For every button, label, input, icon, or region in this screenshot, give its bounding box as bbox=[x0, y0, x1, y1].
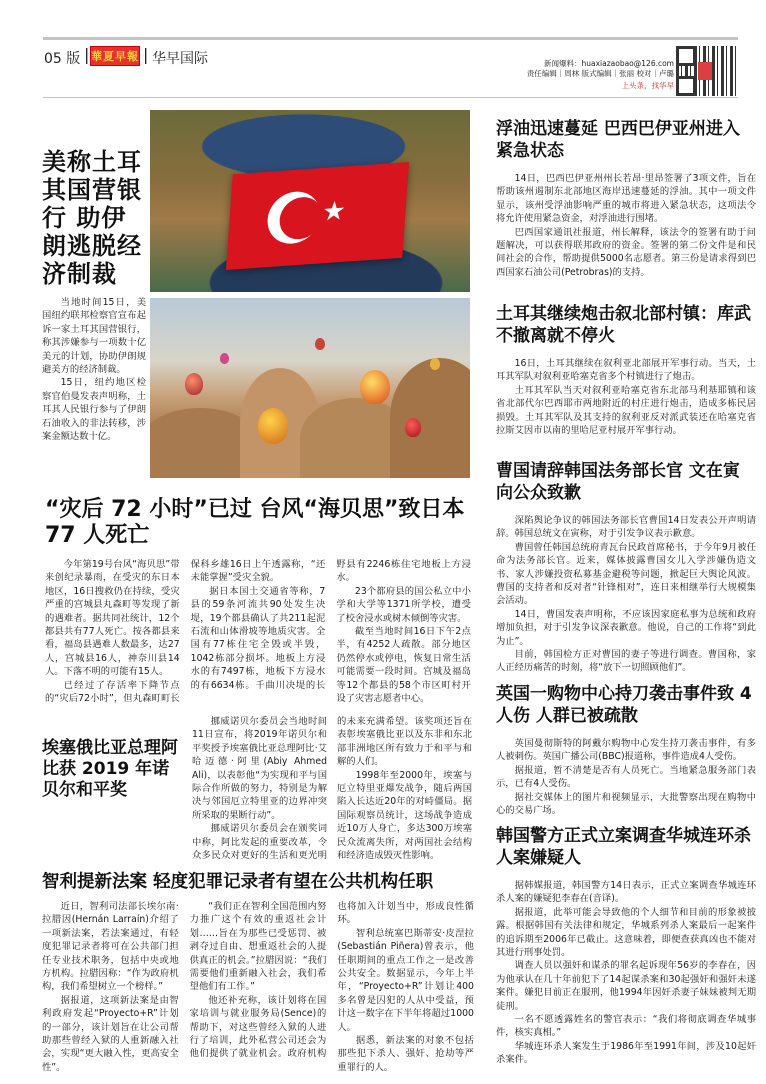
paragraph: 16日，土耳其继续在叙利亚北部展开军事行动。当天，土耳其军队对叙利亚哈塞克省多个村镇进行了炮击。 bbox=[496, 358, 756, 383]
paragraph: 近日，智利司法部长埃尔南·拉腊因(Hernán Larraín)介绍了一项新法案，若法案通过，有轻度犯罪记录者将可在公共部门担任专业技术职务，包括中央或地方机构。拉腊因称：“作为政府机构，我们希望树立一个榜样。” bbox=[42, 901, 179, 993]
paragraph: 15日，纽约地区检察官伯曼发表声明称，土耳其人民银行参与了伊朗石油收入的非法转移，涉案金额达数十亿。 bbox=[42, 377, 146, 443]
article-headline: 曹国请辞韩国法务部长官 文在寅向公众致歉 bbox=[496, 461, 740, 503]
paragraph: 23个都府县的国公私立中小学和大学等1371所学校，遭受了校舍浸水或树木倾倒等灾害。 bbox=[336, 585, 471, 624]
top-rule bbox=[43, 37, 738, 40]
article-headline: 韩国警方正式立案调查华城连环杀人案嫌疑人 bbox=[496, 826, 751, 868]
article-headline: 浮油迅速蔓延 巴西巴伊亚州进入紧急状态 bbox=[496, 119, 740, 161]
paragraph: 调查人员以强奸和谋杀的罪名起诉现年56岁的李春在，因为他承认在几十年前犯下了14起谋杀案和30起强奸和强奸未遂案件。嫌犯目前正在服刑，他1994年因奸杀妻子妹妹被判无期徒刑。 bbox=[496, 960, 756, 1012]
paragraph: 据悉，新法案的对象不包括那些犯下杀人、强奸、抢劫等严重罪行的人。 bbox=[337, 1035, 474, 1073]
paragraph: 14日，曹国发表声明称，不应该因家庭私事为总统和政府增加负担，对于引发争议深表歉意。他说，自己的工作将“到此为止”。 bbox=[496, 608, 756, 647]
uk-knife-attack-article bbox=[496, 683, 756, 817]
paragraph: 截至当地时间16日下午2点半，有4252人疏散。部分地区仍然停水或停电，恢复日常生活可能需要一段时间。宫城及福岛等12个都县的58个市区町村开设了灾害志愿者中心。 bbox=[336, 626, 471, 705]
page-number: 05 版 bbox=[44, 51, 81, 67]
paragraph: 14日，巴西巴伊亚州州长若昂·里昂签署了3项文件，旨在帮助该州遏制东北部地区海岸迅速蔓延的浮油。其中一项文件显示，该州受浮油影响严重的城市将进入紧急状态，这项法令将允许使用紧急资金，对浮油进行围堵。 bbox=[496, 173, 756, 225]
paragraph: 一名不愿透露姓名的警官表示：“我们将彻底调查华城事件，核实真相。” bbox=[496, 1014, 756, 1039]
turkey-flag-icon: ★ bbox=[226, 162, 409, 270]
paragraph: 土耳其军队当天对叙利亚哈塞克省东北部马利基耶镇和该省北部代尔巴西耶市两地附近的村庄进行炮击，造成多栋民居损毁。土耳其军队及其支持的叙利亚反对派武装还在哈塞克省拉斯艾因市以南的里哈尼亚村展开军事行动。 bbox=[496, 384, 756, 437]
header-rule bbox=[43, 97, 738, 98]
news-tip-email: 新闻爆料：huaxiazaobao@126.com bbox=[543, 59, 674, 68]
paragraph: 据韩媒报道，韩国警方14日表示，正式立案调查华城连环杀人案的嫌疑犯李春在(音译)。 bbox=[496, 880, 756, 905]
nobel-article-body bbox=[192, 715, 472, 862]
paragraph: 据报道，暂不清楚是否有人员死亡。当地紧急服务部门表示，已有4人受伤。 bbox=[496, 764, 756, 790]
section-name: 华早国际 bbox=[152, 51, 208, 67]
hot-air-balloons-photo bbox=[150, 298, 470, 478]
divider: | bbox=[143, 45, 149, 64]
paragraph: 当地时间15日，美国纽约联邦检察官宣布起诉一家土耳其国营银行，称其涉嫌参与一项数十亿美元的计划，协助伊朗规避美方的经济制裁。 bbox=[42, 297, 146, 376]
lead-article-body bbox=[42, 296, 146, 443]
slogan: 上头条，找华早 bbox=[621, 81, 674, 90]
newspaper-logo: 華夏早報 bbox=[90, 46, 140, 66]
turkey-flag-map-photo bbox=[150, 110, 470, 292]
paragraph: “我们正在智利全国范围内努力推广这个有效的重返社会计划……旨在为那些已受惩罚、被剥夺过自由、想重返社会的人提供真正的机会。”拉腊因说：“我们需要他们重新融入社会，我们希望他们有工作。” bbox=[189, 901, 327, 993]
paragraph: 今年第19号台风“海贝思”带来创纪录暴雨，在受灾的东日本地区，16日搜救仍在持续，受灾严重的宫城县丸森町等发现了新的遇难者。据共同社统计，12个都县共有77人死亡。按各都县来看，福岛县遇难人数最多，达27人，宫城县16人，神奈川县14人。下落不明的可能有15人。 bbox=[45, 559, 180, 678]
lead-headline: 美称土耳其国营银行 助伊朗逃脱经济制裁 bbox=[42, 148, 142, 288]
brazil-oil-article bbox=[496, 118, 756, 279]
qr-code-icon bbox=[676, 46, 736, 96]
paragraph: 据社交媒体上的图片和视频显示，大批警察出现在购物中心的交易广场。 bbox=[496, 791, 756, 817]
paragraph: 巴西国家通讯社报道，州长解释，该法令的签署有助于问题解决，可以获得联邦政府的资金。签署的第二份文件是和民间社会的合作，帮助提供5000名志愿者。第三份是请求得到巴西国家石油公司(Petrobras)的支持。 bbox=[496, 226, 756, 278]
paragraph: 曹国曾任韩国总统府青瓦台民政首席秘书，于今年9月被任命为法务部长官。近来，媒体披露曹国女儿入学涉嫌伪造文书、家人涉嫌投资私募基金避税等问题，掀起巨大舆论风波。曹国的支持者和反对者“针锋相对”，连日来相继举行大规模集会活动。 bbox=[496, 541, 756, 607]
paragraph: 据报道，这项新法案是由智利政府发起“Proyecto+R”计划的一部分，该计划旨在让公司帮助那些曾经入狱的人重新融入社会，实现“更大融入性，更高安全性”。 bbox=[42, 994, 179, 1073]
paragraph: 英国曼彻斯特的阿戴尔购物中心发生持刀袭击事件，有多人被刺伤。英国广播公司(BBC)报道称，事件造成4人受伤。 bbox=[496, 738, 756, 763]
typhoon-headline: “灾后 72 小时”已过 台风“海贝思”致日本 77 人死亡 bbox=[45, 497, 465, 548]
paragraph: 据报道，此举可能会导致他的个人细节和目前的形象被披露。根据韩国有关法律和规定，华城系列杀人案最后一起案件的追诉期至2006年已截止。这意味着，即便查获真凶也不能对其进行刑事处罚。 bbox=[496, 906, 756, 959]
paragraph: 挪威诺贝尔委员会当地时间11日宣布，将2019年诺贝尔和平奖授予埃塞俄比亚总理阿比·艾哈迈德·阿里(Abiy Ahmed Ali)，以表彰他“为实现和平与国际合作所做的努力，特别是为解决与邻国厄立特里亚的边界冲突所采取的果断行动”。 bbox=[192, 716, 327, 821]
article-headline: 土耳其继续炮击叙北部村镇：库武不撤离就不停火 bbox=[496, 304, 751, 346]
paragraph: 他还补充称，该计划将在国家培训与就业服务局(Sence)的帮助下，对这些曾经入狱的人进行了培训，此外私营公司还会为他们提供了就业机会。政府机构也将加入计划当中，形成良性循环。 bbox=[189, 901, 474, 1060]
paragraph: 据日本国土交通省等称，7县的59条河流共90处发生决堤，19个都县确认了共211起泥石流和山体滑坡等地质灾害。全国有77栋住宅全毁或半毁，1042栋部分损坏。地板上方浸水的有7497栋，地板下方浸水的有6634栋。千曲川决堤的长野县有2246栋住宅地板上方浸水。 bbox=[190, 559, 471, 691]
cho-kuk-article bbox=[496, 460, 756, 675]
turkey-syria-article bbox=[496, 303, 756, 437]
nobel-headline: 埃塞俄比亚总理阿比获 2019 年诺贝尔和平奖 bbox=[42, 738, 178, 800]
paragraph: 智利总统塞巴斯蒂安·皮涅拉(Sebastián Piñera)曾表示，他任职期间的重点工作之一是改善公共安全。数据显示，今年上半年，“Proyecto+R”计划让400多名曾是囚犯的人从中受益，预计这一数字在下半年将超过1000人。 bbox=[337, 927, 474, 1033]
paragraph: 1998年至2000年，埃塞与厄立特里亚爆发战争，随后两国陷入长达近20年的对峙僵局。据国际观察员统计，这场战争造成近10万人身亡，多达300万埃塞民众流离失所，对两国社会结构和经济造成毁灭性影响。 bbox=[337, 769, 472, 862]
article-headline: 英国一购物中心持刀袭击事件致 4 人伤 人群已被疏散 bbox=[496, 684, 752, 726]
paragraph: 目前，韩国检方正对曹国的妻子等进行调查。曹国称，家人正经历痛苦的时刻，将“放下一切照顾他们”。 bbox=[496, 649, 756, 674]
paragraph: 已经过了存活率下降节点的“灾后72小时”，但丸森町町长保科乡雄16日上午透露称，“还未能掌握”受灾全貌。 bbox=[45, 559, 326, 705]
paragraph: 华城连环杀人案发生于1986年至1991年间，涉及10起奸杀案件。 bbox=[496, 1040, 756, 1066]
typhoon-article-body bbox=[45, 558, 471, 705]
paragraph: 挪威诺贝尔委员会在颁奖词中称，阿比发起的重要改革，令众多民众对更好的生活和更光明的未来充满希望。该奖项还旨在表彰埃塞俄比亚以及东非和东北部非洲地区所有致力于和平与和解的人们。 bbox=[192, 716, 472, 862]
editors-credit: 责任编辑｜周林 版式编辑｜张丽 校对｜卢璐 bbox=[526, 69, 674, 78]
divider: | bbox=[84, 45, 90, 64]
hwaseong-case-article bbox=[496, 825, 756, 1067]
chile-article-body bbox=[42, 900, 474, 1074]
paragraph: 深陷舆论争议的韩国法务部长官曹国14日发表公开声明请辞。韩国总统文在寅称，对于引发争议表示歉意。 bbox=[496, 515, 756, 540]
chile-headline: 智利提新法案 轻度犯罪记录者有望在公共机构任职 bbox=[42, 872, 434, 892]
